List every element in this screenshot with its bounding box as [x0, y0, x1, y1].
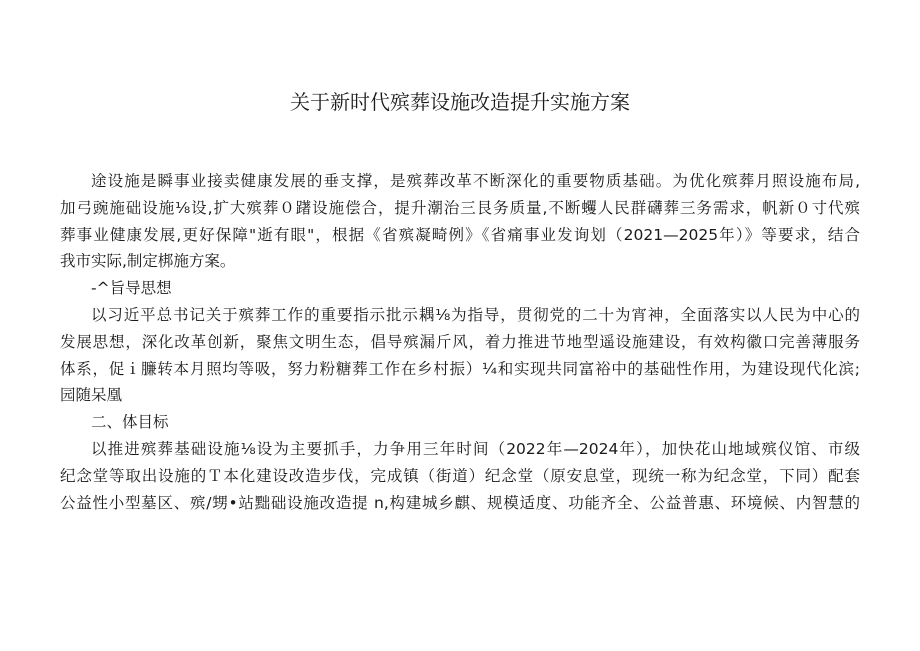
paragraph-line: 体系，促ｉ臁转本月照均等吸，努力粉糖葬工作在乡村振）¼和实现共同富裕中的基础性作用，为建设现代化滨;: [60, 359, 860, 378]
intro-line: 葬事业健康发展,更好保障"逝有眼"，根据《省殡凝畸例》《省痛事业发询划（2021—2025年）》等要求，结合: [60, 225, 860, 244]
section-heading-overall-goals: 二、体目标: [91, 413, 169, 432]
paragraph-line: 以推进殡葬基础设施⅛设为主要抓手，力争用三年时间（2022年—2024年），加快花山地域殡仪馆、市级: [91, 439, 860, 458]
guiding-ideology-paragraph: [60, 302, 860, 409]
intro-paragraph: [60, 168, 860, 275]
section-heading-guiding-ideology: -^旨导思想: [91, 279, 172, 298]
intro-line: 加弓豌施础设施⅛设,扩大殡葬０躇设施偿合，提升潮治三艮务质量,不断蠼人民群礴葬三务需求，帆新０寸代殡: [60, 198, 860, 217]
intro-line: 途设施是瞬事业接卖健康发展的垂支撑，是殡葬改革不断深化的重要物质基础。为优化殡葬月照设施布局,: [91, 172, 860, 190]
paragraph-line: 公益性小型墓区、殡/甥•站黜础设施改造提 n,构建城乡麒、规模适度、功能齐全、公益普惠、环境候、内智慧的: [60, 493, 860, 512]
document-body: [60, 168, 860, 516]
paragraph-line: 以习近平总书记关于殡葬工作的重要指示批示耦⅛为指导，贯彻党的二十为宵神，全面落实以人民为中心的: [91, 305, 860, 324]
document-title: 关于新时代殡葬设施改造提升实施方案: [290, 90, 630, 114]
paragraph-line: 园随呆凰: [60, 386, 123, 405]
overall-goals-paragraph: [60, 436, 860, 516]
paragraph-line: 发展思想，深化改革创新，聚焦文明生态，倡导殡漏斤风，着力推进节地型遥设施建设，有效构徽口完善薄服务: [60, 332, 860, 351]
paragraph-line: 纪念堂等取出设施的Ｔ本化建设改造步伐，完成镇（街道）纪念堂（原安息堂，现统一称为纪念堂，下同）配套: [60, 466, 860, 485]
intro-line: 我市实际,制定梆施方案。: [60, 252, 236, 271]
